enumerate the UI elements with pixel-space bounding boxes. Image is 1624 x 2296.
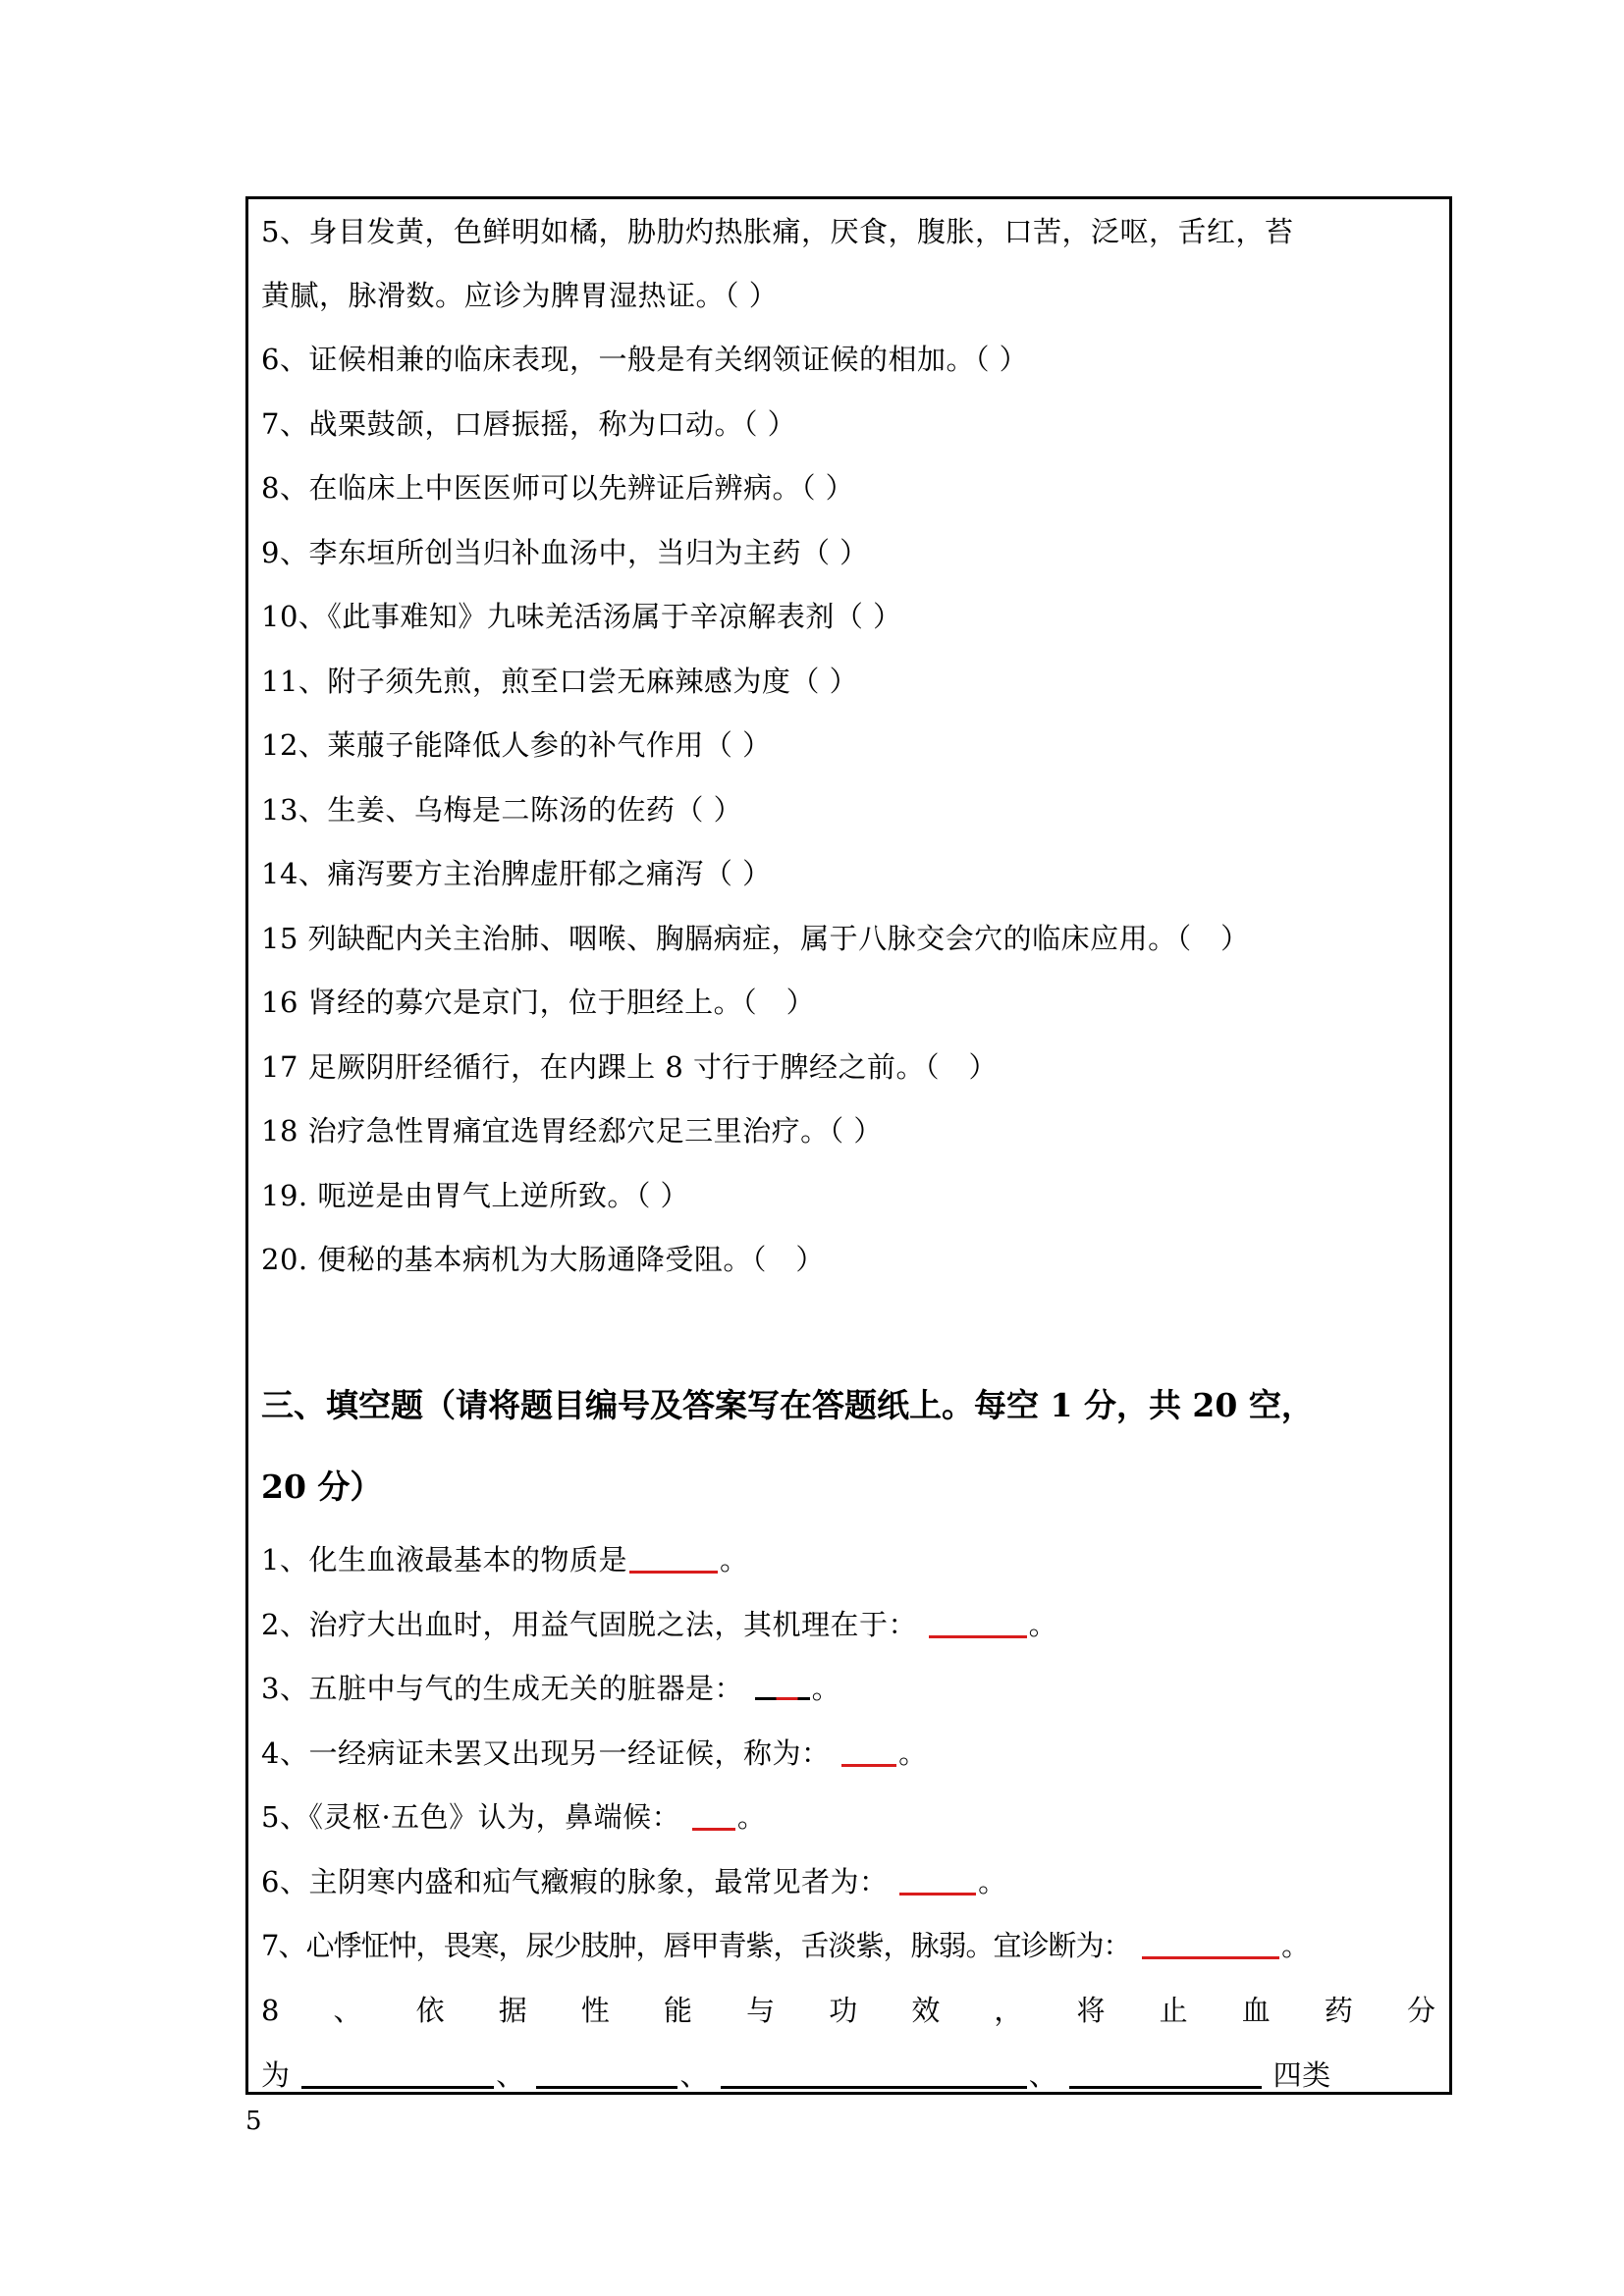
fill-question-6-text: 6、主阴寒内盛和疝气癥瘕的脉象，最常见者为： — [261, 1865, 889, 1898]
char: 与 — [746, 1994, 776, 2027]
char: 将 — [1076, 1994, 1106, 2027]
fill-question-1 — [261, 1542, 748, 1577]
fill-question-3-end: 。 — [811, 1672, 841, 1705]
answer-blank-8a[interactable] — [301, 2086, 494, 2089]
fill-question-8-line1 — [261, 1993, 1435, 2028]
fill-question-8-end: 四类 — [1272, 2058, 1331, 2092]
section-heading-fill-in: 三、填空题（请将题目编号及答案写在答题纸上。每空 1 分，共 20 空， — [261, 1386, 1314, 1424]
fill-question-5-text: 5、《灵枢·五色》认为，鼻端候： — [261, 1800, 681, 1834]
answer-blank-7[interactable] — [1142, 1956, 1279, 1959]
char: 分 — [1406, 1994, 1435, 2027]
tf-question-11: 11、附子须先煎，煎至口尝无麻辣感为度（ ） — [261, 665, 859, 698]
tf-question-20: 20. 便秘的基本病机为大肠通降受阻。（ ） — [261, 1243, 825, 1276]
separator: 、 — [679, 2058, 709, 2092]
answer-blank-2[interactable] — [929, 1635, 1027, 1638]
char: 血 — [1241, 1994, 1271, 2027]
answer-blank-8b[interactable] — [536, 2086, 677, 2089]
char: ， — [994, 1994, 1023, 2027]
fill-question-5-end: 。 — [736, 1800, 767, 1834]
char: 功 — [829, 1994, 858, 2027]
tf-question-5-line2: 黄腻，脉滑数。应诊为脾胃湿热证。（ ） — [261, 279, 779, 312]
fill-question-1-text: 1、化生血液最基本的物质是 — [261, 1543, 627, 1576]
char: 据 — [498, 1994, 527, 2027]
fill-question-7-text: 7、心悸怔忡，畏寒，尿少肢肿，唇甲青紫，舌淡紫，脉弱。宜诊断为： — [261, 1929, 1131, 1962]
tf-question-12: 12、莱菔子能降低人参的补气作用（ ） — [261, 728, 772, 762]
fill-question-3-text: 3、五脏中与气的生成无关的脏器是： — [261, 1672, 743, 1705]
char: 8 — [261, 1994, 280, 2027]
char: 药 — [1324, 1994, 1353, 2027]
tf-question-18: 18 治疗急性胃痛宜选胃经郄穴足三里治疗。（ ） — [261, 1114, 883, 1148]
tf-question-9: 9、李东垣所创当归补血汤中，当归为主药（ ） — [261, 536, 869, 569]
tf-question-6: 6、证候相兼的临床表现，一般是有关纲领证候的相加。（ ） — [261, 343, 1029, 376]
tf-question-17: 17 足厥阴肝经循行，在内踝上 8 寸行于脾经之前。（ ） — [261, 1050, 999, 1084]
tf-question-19: 19. 呃逆是由胃气上逆所致。（ ） — [261, 1179, 690, 1212]
fill-question-6 — [261, 1864, 1007, 1899]
fill-question-2-text: 2、治疗大出血时，用益气固脱之法，其机理在于： — [261, 1608, 917, 1641]
char: 能 — [663, 1994, 692, 2027]
char: 止 — [1159, 1994, 1188, 2027]
tf-question-10: 10、《此事难知》九味羌活汤属于辛凉解表剂（ ） — [261, 600, 902, 633]
section-heading-fill-in-cont: 20 分） — [261, 1468, 383, 1506]
tf-question-13: 13、生姜、乌梅是二陈汤的佐药（ ） — [261, 793, 743, 827]
answer-blank-8c[interactable] — [721, 2086, 1027, 2089]
fill-question-6-end: 。 — [978, 1865, 1007, 1898]
tf-question-8: 8、在临床上中医医师可以先辨证后辨病。（ ） — [261, 471, 855, 505]
char: 性 — [580, 1994, 610, 2027]
char: 效 — [911, 1994, 941, 2027]
fill-question-3 — [261, 1671, 840, 1706]
answer-blank-8d[interactable] — [1069, 2086, 1262, 2089]
tf-question-14: 14、痛泻要方主治脾虚肝郁之痛泻（ ） — [261, 857, 772, 890]
answer-blank-4[interactable] — [841, 1764, 896, 1767]
answer-blank-6[interactable] — [899, 1893, 976, 1896]
fill-question-4-end: 。 — [898, 1736, 928, 1770]
tf-question-5-line1: 5、身目发黄，色鲜明如橘，胁肋灼热胀痛，厌食，腹胀，口苦，泛呕，舌红，苔 — [261, 215, 1294, 248]
fill-question-1-end: 。 — [719, 1543, 749, 1576]
answer-blank-3[interactable] — [755, 1697, 810, 1700]
separator: 、 — [1028, 2058, 1058, 2092]
char: 依 — [415, 1994, 445, 2027]
fill-question-7 — [261, 1928, 1311, 1963]
tf-question-15: 15 列缺配内关主治肺、咽喉、胸膈病症，属于八脉交会穴的临床应用。（ ） — [261, 922, 1250, 955]
fill-question-8-start: 为 — [261, 2058, 291, 2092]
char: 、 — [333, 1994, 362, 2027]
fill-question-8-line2 — [261, 2057, 1331, 2093]
tf-question-7: 7、战栗鼓颌，口唇振摇，称为口动。（ ） — [261, 407, 797, 441]
tf-question-16: 16 肾经的募穴是京门，位于胆经上。（ ） — [261, 986, 816, 1019]
answer-blank-1[interactable] — [629, 1571, 718, 1574]
page-number: 5 — [245, 2107, 262, 2136]
answer-blank-5[interactable] — [692, 1828, 735, 1831]
fill-question-4 — [261, 1735, 928, 1771]
fill-question-2-end: 。 — [1028, 1608, 1058, 1641]
fill-question-2 — [261, 1607, 1057, 1642]
fill-question-5 — [261, 1799, 766, 1835]
fill-question-7-end: 。 — [1281, 1929, 1311, 1962]
fill-question-4-text: 4、一经病证未罢又出现另一经证候，称为： — [261, 1736, 831, 1770]
separator: 、 — [496, 2058, 525, 2092]
